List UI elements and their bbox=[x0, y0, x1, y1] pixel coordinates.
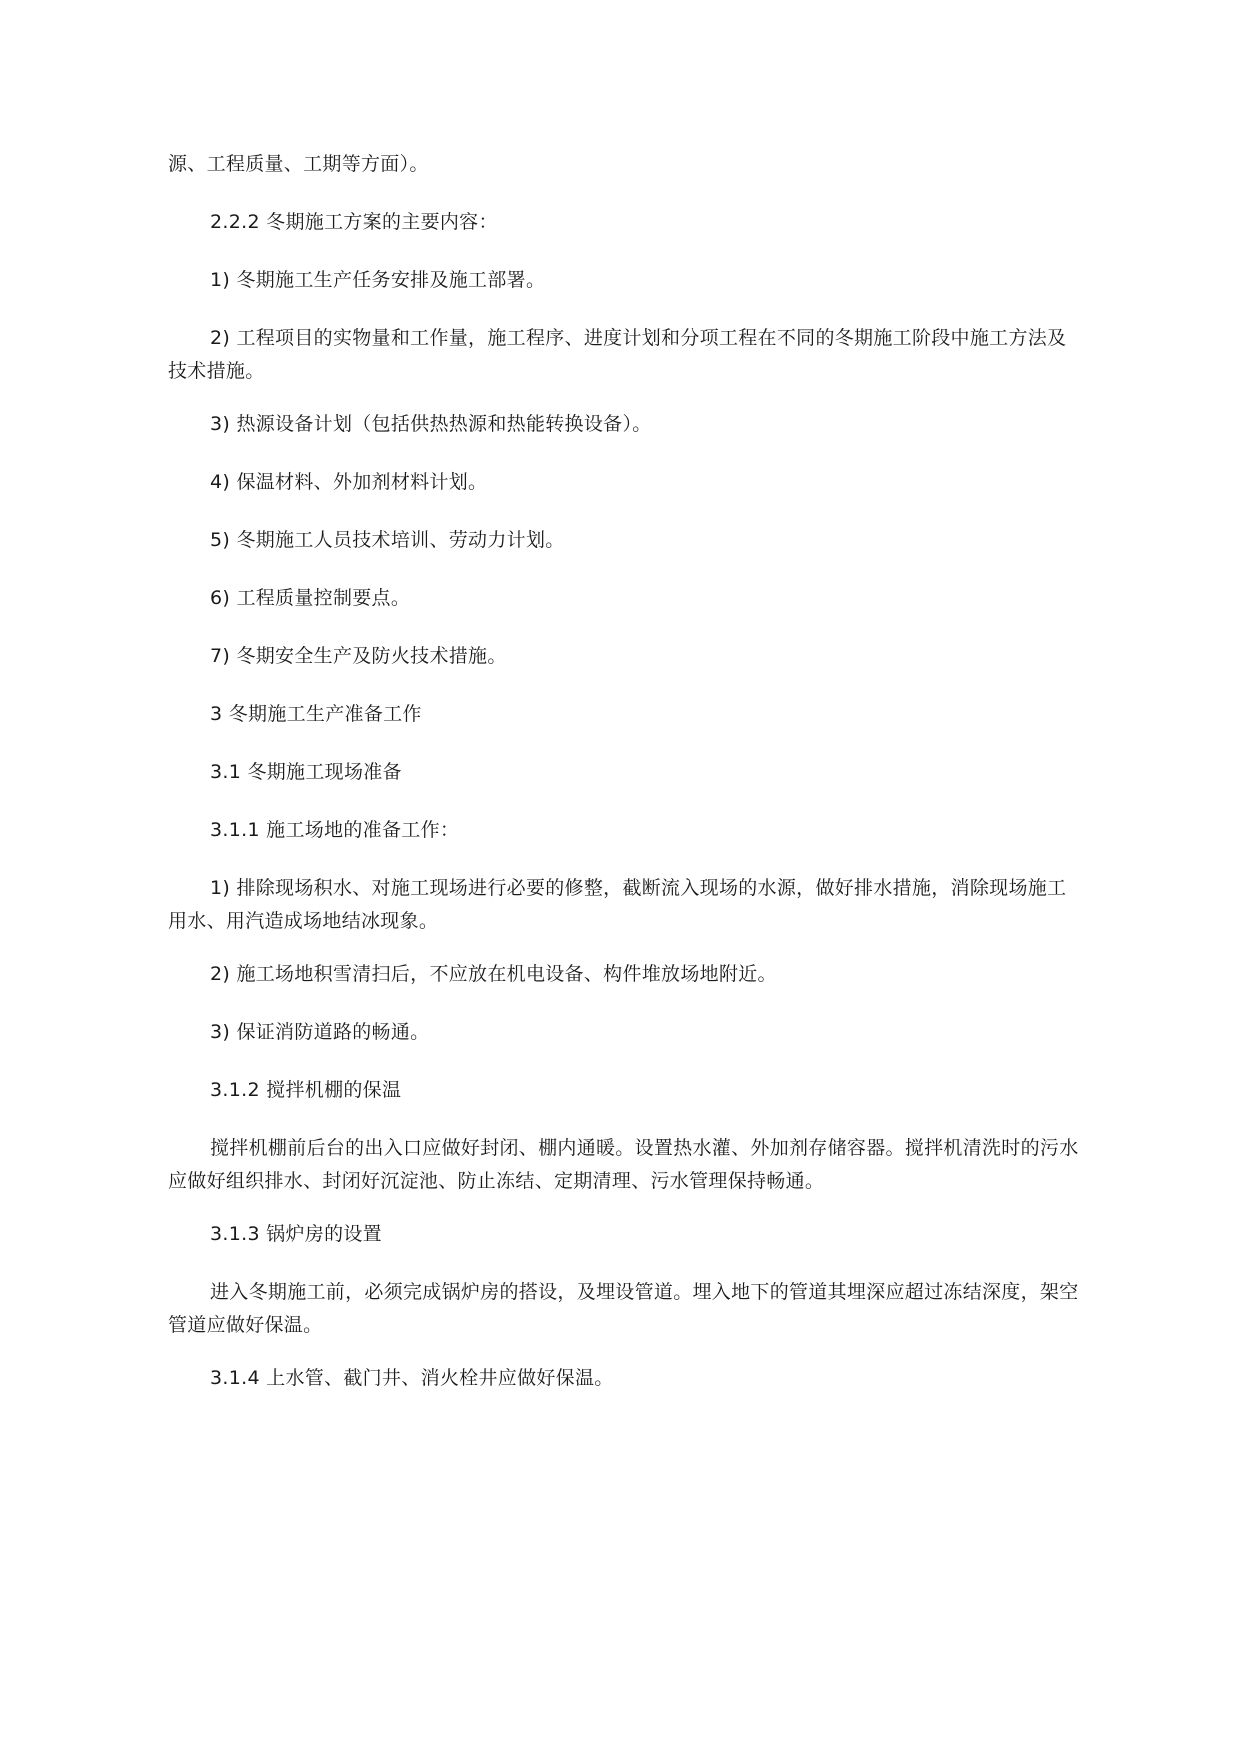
list-item-site-2: 2) 施工场地积雪清扫后，不应放在机电设备、构件堆放场地附近。 bbox=[210, 963, 777, 985]
list-item-5: 5) 冬期施工人员技术培训、劳动力计划。 bbox=[210, 529, 565, 551]
heading-2-2-2: 2.2.2 冬期施工方案的主要内容： bbox=[210, 211, 498, 233]
heading-3-1-2: 3.1.2 搅拌机棚的保温 bbox=[210, 1079, 402, 1101]
list-item-1: 1) 冬期施工生产任务安排及施工部署。 bbox=[210, 269, 546, 291]
heading-3-1: 3.1 冬期施工现场准备 bbox=[210, 761, 402, 783]
paragraph-mixer-shed: 搅拌机棚前后台的出入口应做好封闭、棚内通暖。设置热水灌、外加剂存储容器。搅拌机清洗时的污水应做好组织排水、封闭好沉淀池、防止冻结、定期清理、污水管理保持畅通。 bbox=[168, 1137, 1079, 1192]
list-item-6: 6) 工程质量控制要点。 bbox=[210, 587, 411, 609]
paragraph-continuation: 源、工程质量、工期等方面）。 bbox=[168, 153, 429, 175]
list-item-7: 7) 冬期安全生产及防火技术措施。 bbox=[210, 645, 507, 667]
heading-3-1-3: 3.1.3 锅炉房的设置 bbox=[210, 1223, 382, 1245]
list-item-2: 2) 工程项目的实物量和工作量，施工程序、进度计划和分项工程在不同的冬期施工阶段中施工方法及技术措施。 bbox=[168, 327, 1067, 382]
paragraph-boiler-room: 进入冬期施工前，必须完成锅炉房的搭设，及埋设管道。埋入地下的管道其埋深应超过冻结深度，架空管道应做好保温。 bbox=[168, 1281, 1079, 1336]
list-item-4: 4) 保温材料、外加剂材料计划。 bbox=[210, 471, 488, 493]
list-item-site-1: 1) 排除现场积水、对施工现场进行必要的修整，截断流入现场的水源，做好排水措施，消除现场施工用水、用汽造成场地结冰现象。 bbox=[168, 877, 1067, 932]
heading-3-1-1: 3.1.1 施工场地的准备工作： bbox=[210, 819, 460, 841]
list-item-site-3: 3) 保证消防道路的畅通。 bbox=[210, 1021, 430, 1043]
heading-3: 3 冬期施工生产准备工作 bbox=[210, 703, 422, 725]
list-item-3: 3) 热源设备计划（包括供热热源和热能转换设备）。 bbox=[210, 413, 652, 435]
heading-3-1-4: 3.1.4 上水管、截门井、消火栓井应做好保温。 bbox=[210, 1367, 614, 1389]
